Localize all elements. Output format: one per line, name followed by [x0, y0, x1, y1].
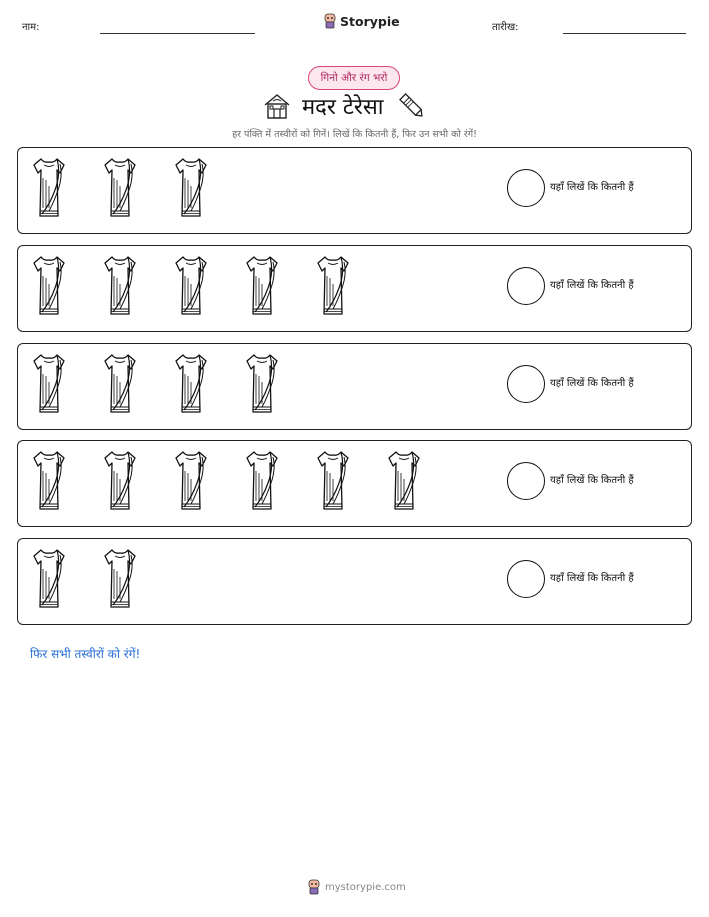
count-row: [17, 343, 692, 430]
house-icon: [262, 91, 292, 121]
date-label: तारीख:: [492, 22, 519, 33]
answer-circle[interactable]: [507, 365, 545, 403]
saree-icon: [30, 254, 68, 318]
saree-icon: [314, 254, 352, 318]
saree-icon: [172, 352, 210, 416]
saree-icon: [385, 449, 423, 513]
saree-icon: [101, 547, 139, 611]
storypie-mascot-icon: [307, 879, 321, 895]
saree-icon: [30, 547, 68, 611]
saree-icon: [243, 449, 281, 513]
answer-circle[interactable]: [507, 169, 545, 207]
saree-icon: [101, 449, 139, 513]
site-footer: [307, 879, 406, 895]
answer-prompt: यहाँ लिखें कि कितनी हैं: [550, 475, 634, 486]
saree-icon: [314, 449, 352, 513]
brand-name: Storypie: [340, 13, 400, 29]
answer-prompt: यहाँ लिखें कि कितनी हैं: [550, 182, 634, 193]
saree-icon: [172, 156, 210, 220]
saree-icon: [30, 352, 68, 416]
count-row: [17, 440, 692, 527]
storypie-mascot-icon: [323, 13, 337, 29]
saree-icon: [243, 352, 281, 416]
answer-circle[interactable]: [507, 462, 545, 500]
answer-circle[interactable]: [507, 267, 545, 305]
name-label: नाम:: [22, 22, 40, 33]
answer-prompt: यहाँ लिखें कि कितनी हैं: [550, 573, 634, 584]
saree-icon: [172, 254, 210, 318]
saree-icon: [101, 156, 139, 220]
saree-icon: [30, 156, 68, 220]
instruction-text: हर पंक्ति में तस्वीरों को गिनें। लिखें कि कितनी हैं, फिर उन सभी को रंगें!: [232, 129, 477, 140]
pencil-icon: [398, 91, 426, 121]
count-row: [17, 147, 692, 234]
color-note: फिर सभी तस्वीरों को रंगें!: [30, 647, 141, 661]
answer-circle[interactable]: [507, 560, 545, 598]
count-row: [17, 245, 692, 332]
brand-logo: [323, 13, 400, 29]
activity-badge: गिनो और रंग भरो: [308, 66, 400, 90]
page-title: मदर टेरेसा: [302, 95, 384, 120]
title-row: [262, 88, 448, 124]
answer-prompt: यहाँ लिखें कि कितनी हैं: [550, 378, 634, 389]
saree-icon: [172, 449, 210, 513]
saree-icon: [30, 449, 68, 513]
site-url: mystorypie.com: [325, 881, 406, 893]
saree-icon: [101, 254, 139, 318]
saree-icon: [243, 254, 281, 318]
saree-icon: [101, 352, 139, 416]
name-line: [100, 33, 255, 34]
count-row: [17, 538, 692, 625]
answer-prompt: यहाँ लिखें कि कितनी हैं: [550, 280, 634, 291]
date-line: [563, 33, 686, 34]
